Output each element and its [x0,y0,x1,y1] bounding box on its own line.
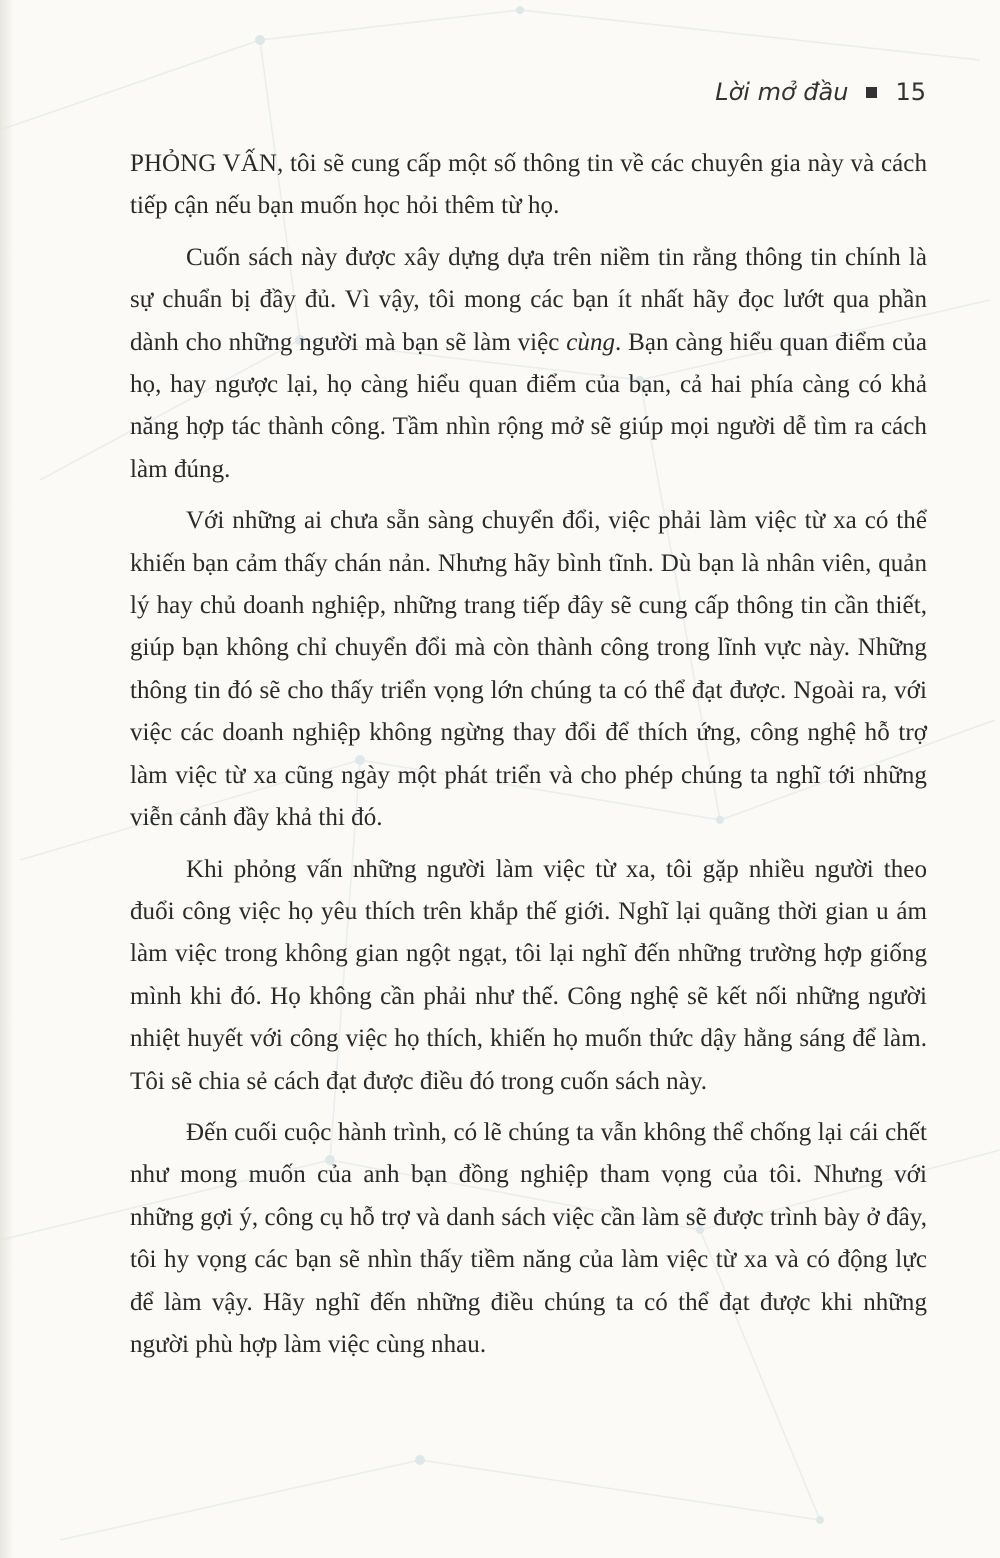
page-gutter-shadow [0,0,14,1558]
header-bullet-icon [866,87,877,98]
paragraph-1: PHỎNG VẤN, tôi sẽ cung cấp một số thông tin về các chuyên gia này và cách tiếp cận nếu bạn muốn học hỏi thêm từ họ. [130,150,927,220]
paragraph-3: Với những ai chưa sẵn sàng chuyển đổi, việc phải làm việc từ xa có thể khiến bạn cảm thấy chán nản. Nhưng hãy bình tĩnh. Dù bạn là nhân viên, quản lý hay chủ doanh nghiệp, những trang tiếp đây sẽ cung cấp thông tin cần thiết, giúp bạn không chỉ chuyển đổi mà còn thành công trong lĩnh vực này. Những thông tin đó sẽ cho thấy triển vọng lớn chúng ta có thể đạt được. Ngoài ra, với việc các doanh nghiệp không ngừng thay đổi để thích ứng, công nghệ hỗ trợ làm việc từ xa cũng ngày một phát triển và cho phép chúng ta nghĩ tới những viễn cảnh đầy khả thi đó. [130,507,927,832]
running-header [715,78,926,106]
body-text [130,143,927,1375]
paragraph-2 [130,237,927,491]
section-title: Lời mở đầu [715,78,849,106]
paragraph-2-lead: Cuốn sách này được xây dựng dựa trên niềm tin rằng thông tin chính là sự chuẩn bị đầy đủ. Vì vậy, tôi mong các bạn ít nhất hãy đọc lướt qua phần dành cho những người mà bạn sẽ làm việc [130,243,927,356]
paragraph-2-italic: cùng [566,328,616,356]
paragraph-5: Đến cuối cuộc hành trình, có lẽ chúng ta vẫn không thể chống lại cái chết như mong muốn của anh bạn đồng nghiệp tham vọng của tôi. Nhưng với những gợi ý, công cụ hỗ trợ và danh sách việc cần làm sẽ được trình bày ở đây, tôi hy vọng các bạn sẽ nhìn thấy tiềm năng của làm việc từ xa và có động lực để làm vậy. Hãy nghĩ đến những điều chúng ta có thể đạt được khi những người phù hợp làm việc cùng nhau. [130,1118,927,1358]
page-number: 15 [895,78,926,106]
paragraph-4: Khi phỏng vấn những người làm việc từ xa, tôi gặp nhiều người theo đuổi công việc họ yêu thích trên khắp thế giới. Nghĩ lại quãng thời gian u ám làm việc trong không gian ngột ngạt, tôi lại nghĩ đến những trường hợp giống mình khi đó. Họ không cần phải như thế. Công nghệ sẽ kết nối những người nhiệt huyết với công việc họ thích, khiến họ muốn thức dậy hằng sáng để làm. Tôi sẽ chia sẻ cách đạt được điều đó trong cuốn sách này. [130,855,927,1095]
paragraph-2-tail: . Bạn càng hiểu quan điểm của họ, hay ngược lại, họ càng hiểu quan điểm của bạn, cả hai phía càng có khả năng hợp tác thành công. Tầm nhìn rộng mở sẽ giúp mọi người dễ tìm ra cách làm đúng. [130,328,927,483]
